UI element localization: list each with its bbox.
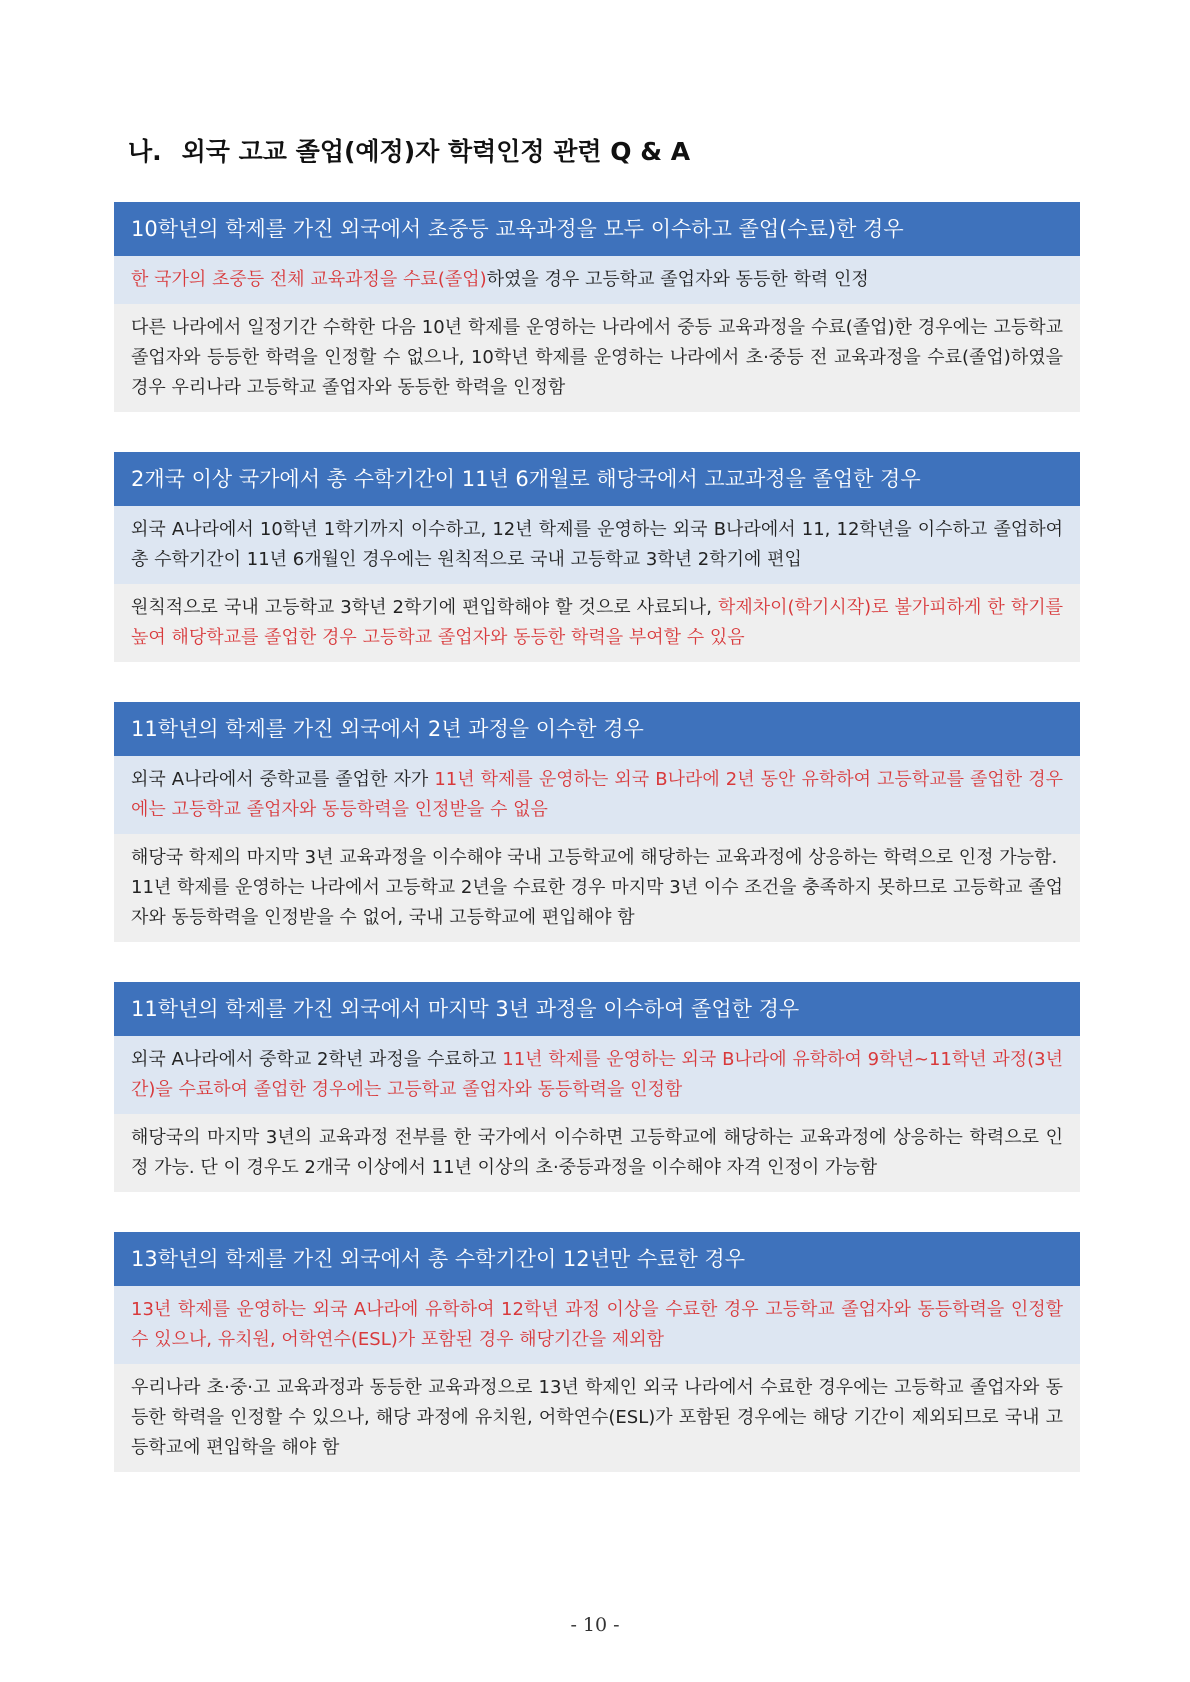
answer-highlight-segment: 한 국가의 초중등 전체 교육과정을 수료(졸업): [131, 269, 487, 290]
answer-text-segment: 하였을 경우 고등학교 졸업자와 동등한 학력 인정: [486, 269, 869, 290]
answer-detail: [114, 304, 1080, 412]
detail-text-segment: 다른 나라에서 일정기간 수학한 다음 10년 학제를 운영하는 나라에서 중등 교육과정을 수료(졸업)한 경우에는 고등학교 졸업자와 등등한 학력을 인정할 수 없으나, 10학년 학제를 운영하는 나라에서 초·중등 전 교육과정을 수료(졸업)하였을 경우 우리나라 고등학교 졸업자와 동등한 학력을 인정함: [131, 317, 1063, 398]
answer-highlight-segment: 11년 학제를 운영하는 외국 B나라에 2년 동안 유학하여 고등학교를 졸업한 경우에는 고등학교 졸업자와 동등학력을 인정받을 수 없음: [131, 769, 1063, 820]
qa-section-2: [114, 452, 1080, 662]
question-header: 13학년의 학제를 가진 외국에서 총 수학기간이 12년만 수료한 경우: [114, 1232, 1080, 1286]
answer-text-segment: 외국 A나라에서 10학년 1학기까지 이수하고, 12년 학제를 운영하는 외국 B나라에서 11, 12학년을 이수하고 졸업하여 총 수학기간이 11년 6개월인 경우에는 원칙적으로 국내 고등학교 3학년 2학기에 편입: [131, 519, 1063, 570]
detail-text-segment: 해당국 학제의 마지막 3년 교육과정을 이수해야 국내 고등학교에 해당하는 교육과정에 상응하는 학력으로 인정 가능함.: [131, 847, 1058, 868]
qa-section-1: [114, 202, 1080, 412]
detail-text-segment: 해당국의 마지막 3년의 교육과정 전부를 한 국가에서 이수하면 고등학교에 해당하는 교육과정에 상응하는 학력으로 인정 가능. 단 이 경우도 2개국 이상에서 11년 이상의 초·중등과정을 이수해야 자격 인정이 가능함: [131, 1127, 1063, 1178]
section-title: 외국 고교 졸업(예정)자 학력인정 관련 Q & A: [181, 137, 691, 166]
answer-text-segment: 외국 A나라에서 중학교 2학년 과정을 수료하고: [131, 1049, 497, 1070]
detail-paragraph: [131, 313, 1063, 403]
detail-paragraph: [131, 843, 1063, 873]
section-label: 나.: [128, 137, 162, 166]
question-header: 11학년의 학제를 가진 외국에서 2년 과정을 이수한 경우: [114, 702, 1080, 756]
question-header: 10학년의 학제를 가진 외국에서 초중등 교육과정을 모두 이수하고 졸업(수료)한 경우: [114, 202, 1080, 256]
answer-detail: [114, 584, 1080, 662]
answer-summary: [114, 1286, 1080, 1364]
qa-section-3: [114, 702, 1080, 942]
detail-highlight-segment: 학제차이(학기시작)로 불가피하게 한 학기를 높여 해당학교를 졸업한 경우 고등학교 졸업자와 동등한 학력을 부여할 수 있음: [131, 597, 1063, 648]
answer-summary: [114, 1036, 1080, 1114]
answer-detail: [114, 1114, 1080, 1192]
detail-paragraph: [131, 593, 1063, 653]
detail-text-segment: 11년 학제를 운영하는 나라에서 고등학교 2년을 수료한 경우 마지막 3년 이수 조건을 충족하지 못하므로 고등학교 졸업자와 동등학력을 인정받을 수 없어, 국내 고등학교에 편입해야 함: [131, 877, 1063, 928]
answer-detail: [114, 834, 1080, 942]
qa-list: [114, 202, 1080, 1512]
question-header: 2개국 이상 국가에서 총 수학기간이 11년 6개월로 해당국에서 고교과정을 졸업한 경우: [114, 452, 1080, 506]
answer-detail: [114, 1364, 1080, 1472]
answer-summary: [114, 756, 1080, 834]
answer-summary: [114, 256, 1080, 304]
answer-highlight-segment: 11년 학제를 운영하는 외국 B나라에 유학하여 9학년~11학년 과정(3년간)을 수료하여 졸업한 경우에는 고등학교 졸업자와 동등학력을 인정함: [131, 1049, 1064, 1100]
answer-text-segment: 외국 A나라에서 중학교를 졸업한 자가: [131, 769, 429, 790]
answer-summary: [114, 506, 1080, 584]
qa-section-5: [114, 1232, 1080, 1472]
detail-text-segment: 원칙적으로 국내 고등학교 3학년 2학기에 편입학해야 할 것으로 사료되나,: [131, 597, 712, 618]
page-title: [128, 132, 690, 168]
detail-paragraph: [131, 1123, 1063, 1183]
detail-paragraph: [131, 873, 1063, 933]
qa-section-4: [114, 982, 1080, 1192]
answer-highlight-segment: 13년 학제를 운영하는 외국 A나라에 유학하여 12학년 과정 이상을 수료한 경우 고등학교 졸업자와 동등학력을 인정할 수 있으나, 유치원, 어학연수(ESL)가 포함된 경우 해당기간을 제외함: [131, 1299, 1063, 1350]
question-header: 11학년의 학제를 가진 외국에서 마지막 3년 과정을 이수하여 졸업한 경우: [114, 982, 1080, 1036]
detail-paragraph: [131, 1373, 1063, 1463]
detail-text-segment: 우리나라 초·중·고 교육과정과 동등한 교육과정으로 13년 학제인 외국 나라에서 수료한 경우에는 고등학교 졸업자와 동등한 학력을 인정할 수 있으나, 해당 과정에 유치원, 어학연수(ESL)가 포함된 경우에는 해당 기간이 제외되므로 국내 고등학교에 편입학을 해야 함: [131, 1377, 1063, 1458]
page-number: - 10 -: [570, 1614, 620, 1636]
